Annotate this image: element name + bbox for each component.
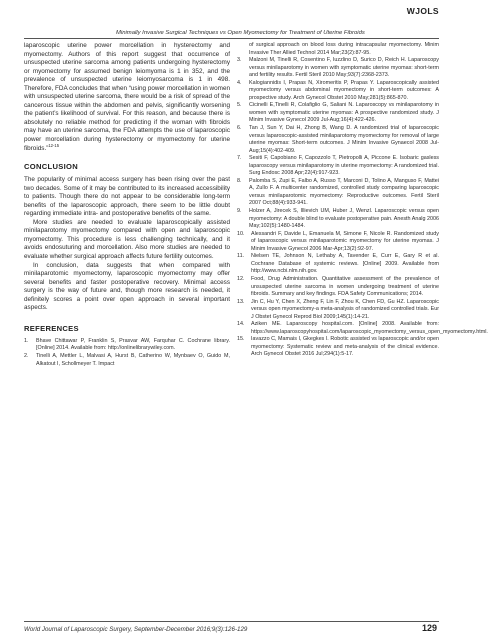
reference-number: 9. [237, 208, 242, 215]
reference-item [237, 102, 439, 125]
reference-list-left [24, 338, 230, 368]
reference-item [237, 155, 439, 178]
paragraph-text: laparoscopic uterine power morcellation in hysterectomy and myomectomy. Authors of this report suggest that occurrence of unsuspected uterine sarcoma among patients undergoing hysterectomy or myomectomy for assumed benign leiomyoma is 1 in 352, and the prevalence of unsuspected uterine leiomyosarcoma is 1 in 498. Therefore, FDA concludes that when “using power morcellation in women with unsuspected uterine sarcoma, there would be a risk of spread of the cancerous tissue within the abdomen and pelvis, significantly worsening the patient’s likelihood of survival. For this reason, and because there is absolutely no reliable method for predicting if the woman with fibroids may have an uterine sarcoma, the FDA attempts the use of laparoscopic power morcellation during hysterectomy or myomectomy for uterine fibroids.” [24, 42, 230, 152]
conclusion-paragraph-3: In conclusion, data suggests that when compared with minilaparotomic myomectomy, laparoscopic myomectomy may offer several benefits and faster postoperative recovery. Minimal access surgery is the way of future and, though more research is needed, it definitely scores a point over open approach in several important aspects. [24, 261, 230, 312]
reference-text: Tinelli A, Mettler L, Malvasi A, Hurst B, Catherino W, Mynbaev O, Guido M, Alkatout I, Schollmeyer T. Impact [36, 352, 230, 367]
reference-text: Nielsen TE, Johnson N, Lethaby A, Tavender E, Curr E, Gary R et al. Cochrane Database of systemic reviews. [Online] 2009. Available from http://www.ncbi.nlm.nih.gov. [251, 253, 439, 275]
reference-item [237, 231, 439, 254]
reference-item [24, 353, 230, 368]
reference-text: Malzoni M, Tinelli R, Cosentino F, Iuzzlino D, Surico D, Reich H. Laparoscopy versus minilaparotomy in women with symptomatic uterine myomas: short-term and fertility results. Fertil Steril 2010 May;93(7):2368-2373. [249, 57, 439, 79]
footer-journal-info: World Journal of Laparoscopic Surgery, September-December 2016;9(3):126-129 [24, 626, 248, 633]
page-number: 129 [421, 623, 437, 633]
reference-text: Palomba S, Zupi E, Falbo A, Russo T, Marconi D, Tolino A, Manguso F, Mattei A, Zullo F. A multicenter randomized, controlled study comparing laparoscopic versus minilaparotomic myomectomy: Reproductive outcomes. Fertil Steril 2007 Oct;88(4):933-941. [249, 177, 439, 207]
reference-number: 3. [237, 57, 242, 64]
right-column [237, 42, 488, 619]
citation-superscript: 12-15 [48, 142, 60, 148]
reference-item [237, 253, 439, 276]
reference-item [24, 338, 230, 353]
reference-number: 13. [237, 298, 245, 305]
reference-number: 7. [237, 155, 242, 162]
reference-list-right [237, 42, 488, 359]
reference-item [237, 208, 439, 231]
reference-number: 12. [237, 275, 245, 282]
reference-text: Sesiti F, Capobiano F, Capozzolo T, Pietropolli A, Piccone E. Isobaric gasless laparoscopy versus minilaparotomy in uterine myomectomy: A randomized trial. Surg Endosc 2008 Apr;22(4):917-923. [249, 155, 439, 177]
references-heading: REFERENCES [24, 323, 79, 333]
reference-number: 14. [237, 321, 245, 328]
reference-number: 2. [24, 352, 29, 359]
running-title: Minimally Invasive Surgical Techniques vs Open Myomectomy for Treatment of Uterine Fibroids [116, 30, 365, 36]
reference-number: 15. [237, 336, 245, 343]
reference-text: Alessandri F, Davide L, Emanuela M, Simone F, Nicole R. Randomized study of laparoscopic versus minilaparotomic myomectomy for uterine myomas. J Minim Invasive Gynecol 2006 Mar-Apr;13(2):92-97. [251, 230, 439, 252]
reference-item [237, 57, 439, 80]
conclusion-paragraph-2: More studies are needed to evaluate laparoscopically assisted minilaparotomy myomectomy compared with open and laparoscopic myomectomy. This procedure is less challenging technically, and it avoids endosuturing and morcellation. Also more studies are needed to evaluate whether surgical approach affects future fertility outcomes. [24, 218, 230, 261]
reference-item-continued [237, 42, 439, 57]
reference-text: Bhave Chittawar P, Franklin S, Prasvar AW, Farquhar C. Cochrane library. [Online] 2014. Available from: http://onlinelibrarywiley.com. [36, 337, 230, 352]
reference-number: 11. [237, 253, 245, 260]
reference-text: Kalogiannidis I, Prapas N, Xiromeritis P, Prapas Y. Laparoscopically assisted myomectomy versus abdominal myomectomy in short-term outcomes: A prospective study. Arch Gynecol Obstet 2010 May;281(5):865-870. [249, 79, 439, 101]
reference-number: 10. [237, 230, 245, 237]
reference-text: Tan J, Sun Y, Dai H, Zhong B, Wang D. A randomized trial of laparoscopic versus laparoscopic-assisted minilaparotomy myomectomy for removal of large uterine myomas: Short-term outcomes. J Minim Invasive Gynaecol 2008 Jul-Aug;15(4):402-409. [249, 125, 439, 154]
left-column [24, 42, 230, 617]
reference-item [237, 125, 439, 155]
reference-number: 1. [24, 337, 29, 344]
reference-item [237, 178, 439, 208]
header-rule [24, 38, 439, 39]
reference-text: Cicinelli E,Tinelli R, Colafiglio G, Saliani N. Laparoscopy vs minilaparotomy in women with symptomatic uterine myomas: A prospective randomized study. J Minim Invasive Gynecol 2009 Jul-Aug;16(4):422-426. [249, 102, 439, 124]
reference-text: Food, Drug Administration. Quantitative assessment of the prevalence of unsuspected uterine sarcoma in women undergoing treatment of uterine fibroids. Summary and key findings. FDA Safety Communications; 2014. [251, 275, 439, 298]
reference-number: 4. [237, 79, 242, 86]
reference-item [237, 321, 488, 336]
reference-item [237, 80, 439, 103]
reference-text: Iavazzo C, Mamais I, Gkegkes I. Robotic assisted vs laparoscopic and/or open myomectomy: Systematic review and meta-analysis of the clinical evidence. Arch Gynecol Obstet 2016 Jul;294(1):5-17. [251, 336, 439, 358]
reference-number: 8. [237, 177, 242, 184]
conclusion-heading: CONCLUSION [24, 162, 79, 172]
reference-text: of surgical approach on blood loss during intracapsular myomectomy. Minim Invasive Ther Allied Technol 2014 Mar;23(2):87-95. [249, 42, 439, 56]
conclusion-paragraph-1: The popularity of minimal access surgery has been rising over the past two decades. Some of it may be contributed to its increased accessibility to patients. Though there do not appear to be considerable long-term benefits of the laparoscopic approach, there seem to be little doubt regarding immediate intra- and postoperative benefits of the same. [24, 176, 230, 218]
reference-item [237, 276, 439, 299]
reference-text: Aziken ME. Laparoscopy hospital.com. [Online] 2008. Available from: https://www.laparoscopyhospital.com/laparoscopic_myomectomy_versus_open_myomectomy.html. [251, 321, 488, 335]
reference-text: Holzer A, Jirecek S, Illievich UM, Huber J, Wenzl. Laparoscopic versus open myomectomy: A double blind to evaluate postoperative pain. Anesth Analg 2006 May;102(5):1480-1484. [249, 208, 439, 230]
reference-item [237, 336, 439, 359]
reference-number: 5. [237, 102, 242, 109]
reference-item [237, 299, 439, 322]
body-paragraph [24, 42, 230, 153]
reference-number: 6. [237, 125, 242, 132]
journal-abbreviation: WJOLS [406, 6, 439, 16]
footer-rule [24, 621, 439, 622]
reference-text: Jin C, Hu Y, Chen X, Zheng F, Lin F, Zhou K, Chen FD, Gu HZ. Laparoscopic versus open myomectomy-a meta-analysis of randomized controlled trials. Eur J Obstet Gynecol Reprod Biol 2009;145(1):14-21. [251, 298, 439, 320]
